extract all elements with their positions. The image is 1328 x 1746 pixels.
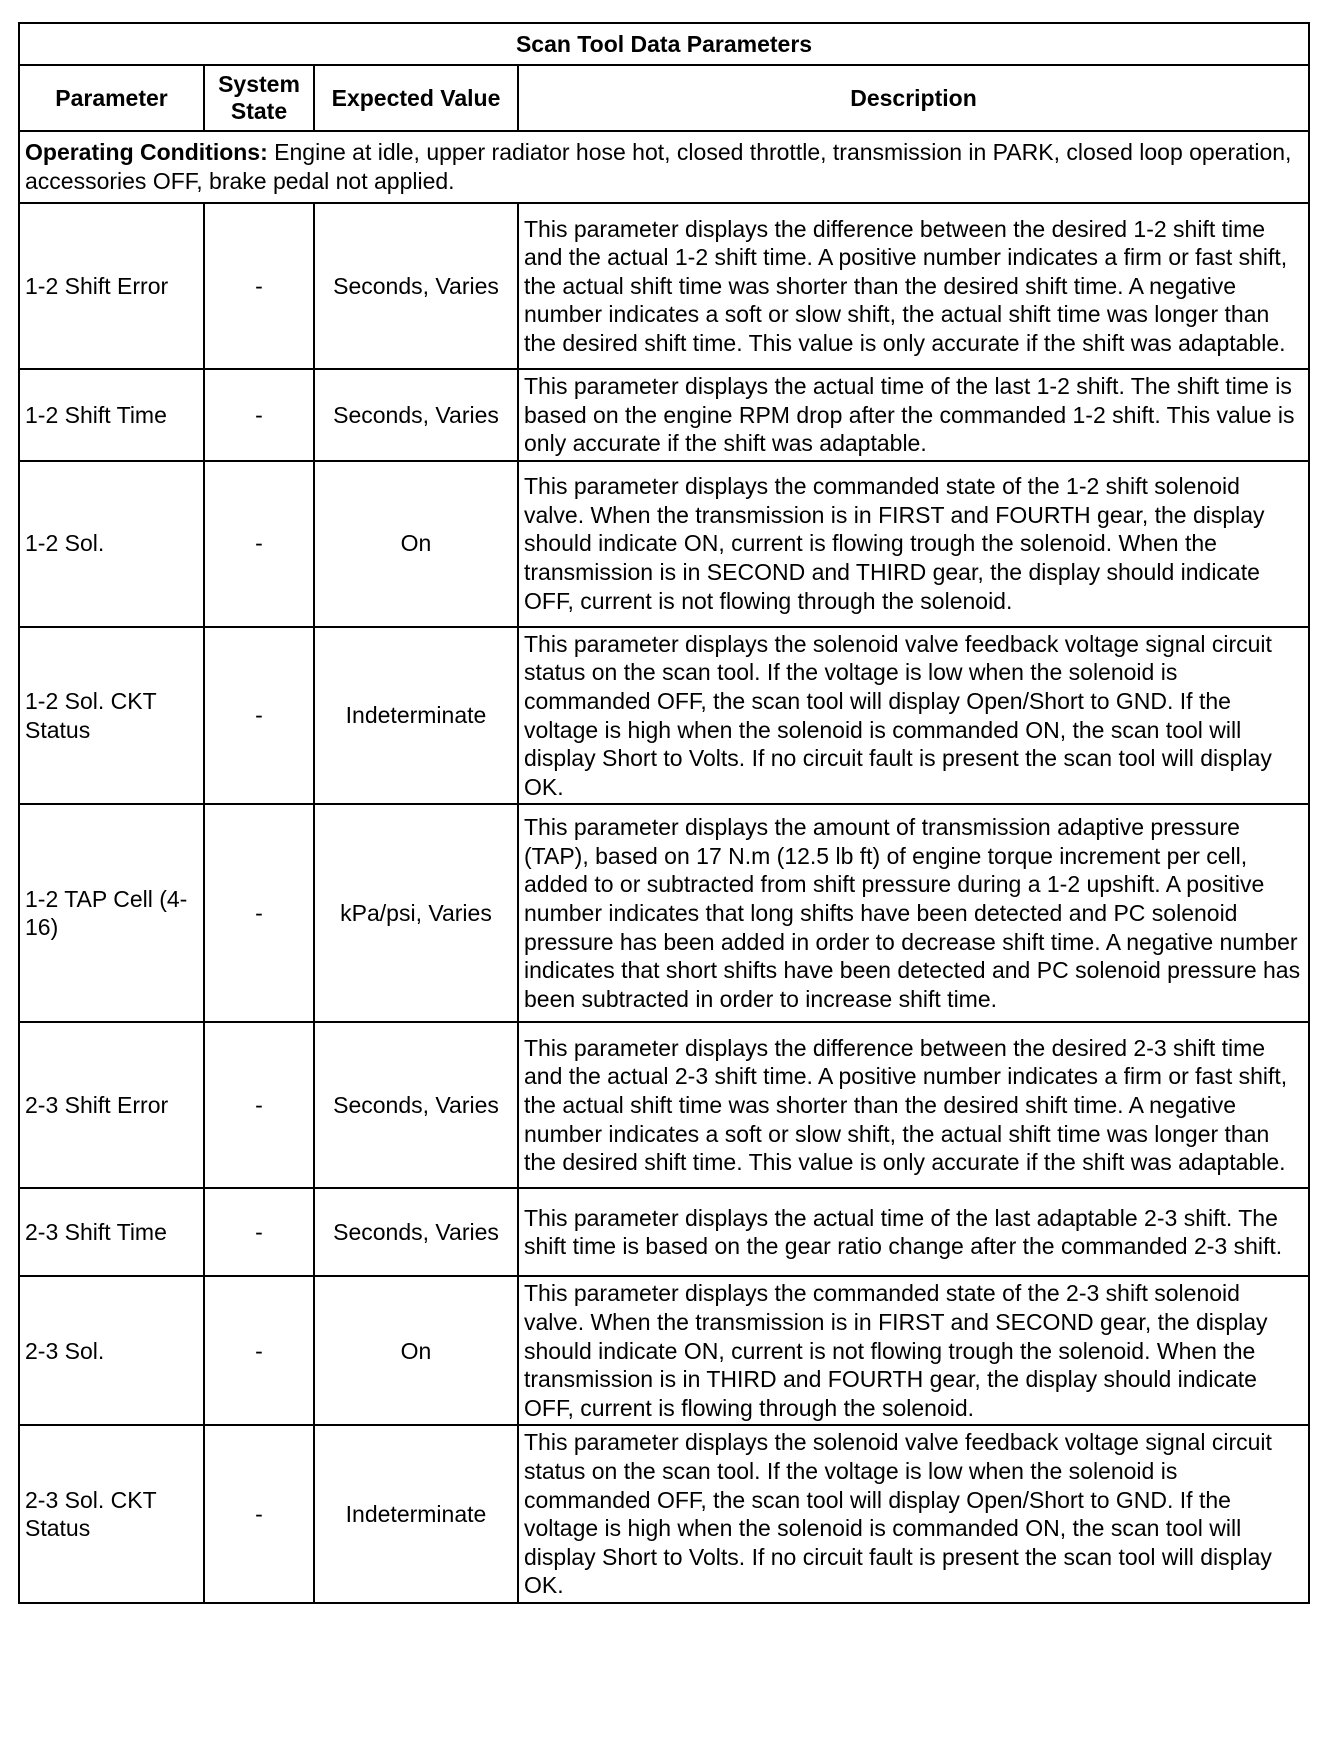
expected-value-cell: Seconds, Varies [314,203,518,369]
parameter-cell: 1-2 Shift Error [19,203,204,369]
header-description: Description [518,65,1309,131]
description-cell: This parameter displays the amount of transmission adaptive pressure (TAP), based on 17 N.m (12.5 lb ft) of engine torque increment per cell, added to or subtracted from shift pressure during a 1-2 upshift. A positive number indicates that long shifts have been detected and PC solenoid pressure has been added in order to decrease shift time. A negative number indicates that short shifts have been detected and PC solenoid pressure has been subtracted in order to increase shift time. [518,804,1309,1022]
system-state-cell: - [204,804,314,1022]
parameter-cell: 1-2 Shift Time [19,369,204,461]
parameter-cell: 1-2 Sol. [19,461,204,627]
header-parameter: Parameter [19,65,204,131]
expected-value-cell: Seconds, Varies [314,369,518,461]
parameter-cell: 1-2 Sol. CKT Status [19,627,204,805]
table-row [19,1188,1309,1276]
table-row [19,1022,1309,1188]
parameter-cell: 2-3 Shift Time [19,1188,204,1276]
header-expected-value: Expected Value [314,65,518,131]
table-row [19,1425,1309,1603]
scan-tool-data-table [18,22,1310,1604]
table-row [19,203,1309,369]
description-cell: This parameter displays the difference between the desired 1-2 shift time and the actual 1-2 shift time. A positive number indicates a firm or fast shift, the actual shift time was shorter than the desired shift time. A negative number indicates a soft or slow shift, the actual shift time was longer than the desired shift time. This value is only accurate if the shift was adaptable. [518,203,1309,369]
parameter-cell: 2-3 Sol. CKT Status [19,1425,204,1603]
system-state-cell: - [204,627,314,805]
description-cell: This parameter displays the difference between the desired 2-3 shift time and the actual 2-3 shift time. A positive number indicates a firm or fast shift, the actual shift time was shorter than the desired shift time. A negative number indicates a soft or slow shift, the actual shift time was longer than the desired shift time. This value is only accurate if the shift was adaptable. [518,1022,1309,1188]
description-cell: This parameter displays the actual time of the last adaptable 2-3 shift. The shift time is based on the gear ratio change after the commanded 2-3 shift. [518,1188,1309,1276]
system-state-cell: - [204,1425,314,1603]
expected-value-cell: Indeterminate [314,627,518,805]
table-title-row [19,23,1309,65]
system-state-cell: - [204,369,314,461]
system-state-cell: - [204,1188,314,1276]
system-state-cell: - [204,1276,314,1425]
operating-conditions-row [19,131,1309,203]
description-cell: This parameter displays the commanded state of the 1-2 shift solenoid valve. When the transmission is in FIRST and FOURTH gear, the display should indicate ON, current is flowing trough the solenoid. When the transmission is in SECOND and THIRD gear, the display should indicate OFF, current is not flowing through the solenoid. [518,461,1309,627]
table-row [19,804,1309,1022]
operating-conditions-text: Engine at idle, upper radiator hose hot, closed throttle, transmission in PARK, closed loop operation, accessories OFF, brake pedal not applied. [25,139,1292,194]
expected-value-cell: On [314,1276,518,1425]
table-row [19,369,1309,461]
operating-conditions [19,131,1309,203]
table-title: Scan Tool Data Parameters [19,23,1309,65]
description-cell: This parameter displays the solenoid valve feedback voltage signal circuit status on the scan tool. If the voltage is low when the solenoid is commanded OFF, the scan tool will display Open/Short to GND. If the voltage is high when the solenoid is commanded ON, the scan tool will display Short to Volts. If no circuit fault is present the scan tool will display OK. [518,1425,1309,1603]
system-state-cell: - [204,461,314,627]
parameter-rows [19,203,1309,1603]
table-row [19,461,1309,627]
table-row [19,1276,1309,1425]
system-state-cell: - [204,1022,314,1188]
system-state-cell: - [204,203,314,369]
expected-value-cell: kPa/psi, Varies [314,804,518,1022]
parameter-cell: 2-3 Sol. [19,1276,204,1425]
description-cell: This parameter displays the actual time of the last 1-2 shift. The shift time is based on the engine RPM drop after the commanded 1-2 shift. This value is only accurate if the shift was adaptable. [518,369,1309,461]
header-system-state: System State [204,65,314,131]
description-cell: This parameter displays the solenoid valve feedback voltage signal circuit status on the scan tool. If the voltage is low when the solenoid is commanded OFF, the scan tool will display Open/Short to GND. If the voltage is high when the solenoid is commanded ON, the scan tool will display Short to Volts. If no circuit fault is present the scan tool will display OK. [518,627,1309,805]
expected-value-cell: Seconds, Varies [314,1022,518,1188]
table-header-row [19,65,1309,131]
expected-value-cell: Seconds, Varies [314,1188,518,1276]
expected-value-cell: On [314,461,518,627]
parameter-cell: 1-2 TAP Cell (4-16) [19,804,204,1022]
description-cell: This parameter displays the commanded state of the 2-3 shift solenoid valve. When the transmission is in FIRST and SECOND gear, the display should indicate ON, current is not flowing trough the solenoid. When the transmission is in THIRD and FOURTH gear, the display should indicate OFF, current is flowing through the solenoid. [518,1276,1309,1425]
expected-value-cell: Indeterminate [314,1425,518,1603]
parameter-cell: 2-3 Shift Error [19,1022,204,1188]
table-row [19,627,1309,805]
operating-conditions-label: Operating Conditions: [25,139,268,166]
